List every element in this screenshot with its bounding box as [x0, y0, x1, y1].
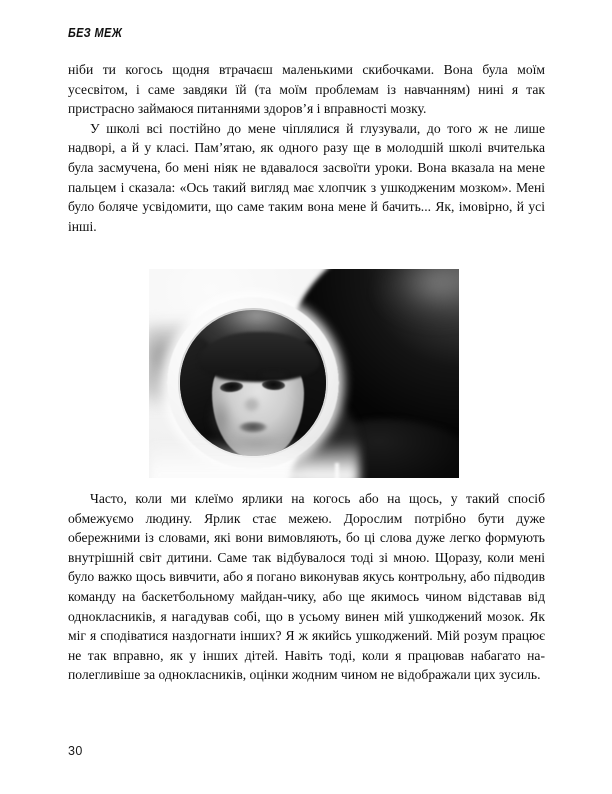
- paragraph: Часто, коли ми клеїмо ярлики на когось або на щось, у такий спосіб обмежуємо людину. Ярлик стає межею. Дорослим потрібно бути дуже обережними із словами, які вони вимовляють, бо ці слова дуже легко формують внутрішній світ дитини. Саме так відбувалося тоді зі мною. Щоразу, коли мені було важко щось вивчити, або я погано виконував якусь контрольну, або підводив команду на баскетбольному майдан-чику, або ще якимось чином відставав від однокласників, я нагадував собі, що в усьому винен мій ушкоджений мозок. Як міг я сподіватися наздогнати інших? Я ж якийсь ушкоджений. Мій розум працює не так вправно, як у інших дітей. Навіть тоді, коли я працював набагато на-полегливіше за однокласників, оцінки жодним чином не відображали цих зусиль.: [68, 491, 545, 683]
- photo-child-eyebrow-left: [217, 374, 244, 380]
- photo-child-eyebrow-right: [260, 372, 287, 378]
- photo-child-face-in-ring: [180, 310, 326, 456]
- paragraph: ніби ти когось щодня втрачаєш маленькими скибочками. Вона була моїм усесвітом, і саме завдяки їй (та моїм проблемам із навчанням) нині я так пристрасно займаюся питаннями здоров’я і вправності мозку.: [68, 62, 545, 117]
- photo-child-nose: [244, 398, 261, 414]
- paragraph: У школі всі постійно до мене чіплялися й глузували, до того ж не лише надворі, а й у класі. Пам’ятаю, як одного разу ще в молодшій школі вчителька була засмучена, бо мені ніяк не вдавалося засвоїти уроки. Вона вказала на мене пальцем і сказала: «Ось такий вигляд має хлопчик з ушкодженим мозком». Мені було боляче усвідомити, що саме таким вона мене й бачить... Як, імовірно, й усі інші.: [68, 120, 545, 234]
- photo-child-mouth: [238, 422, 268, 433]
- page-number: 30: [68, 744, 83, 758]
- photo-canvas: [149, 269, 459, 478]
- photo-child-cheek-shadow: [204, 396, 232, 446]
- photo-bottom-glow: [149, 440, 359, 478]
- figure-photograph: [149, 269, 459, 478]
- running-header: БЕЗ МЕЖ: [68, 26, 123, 40]
- photo-child-bangs: [198, 332, 320, 382]
- body-text-block-top: [68, 60, 545, 236]
- body-text-block-bottom: [68, 489, 545, 685]
